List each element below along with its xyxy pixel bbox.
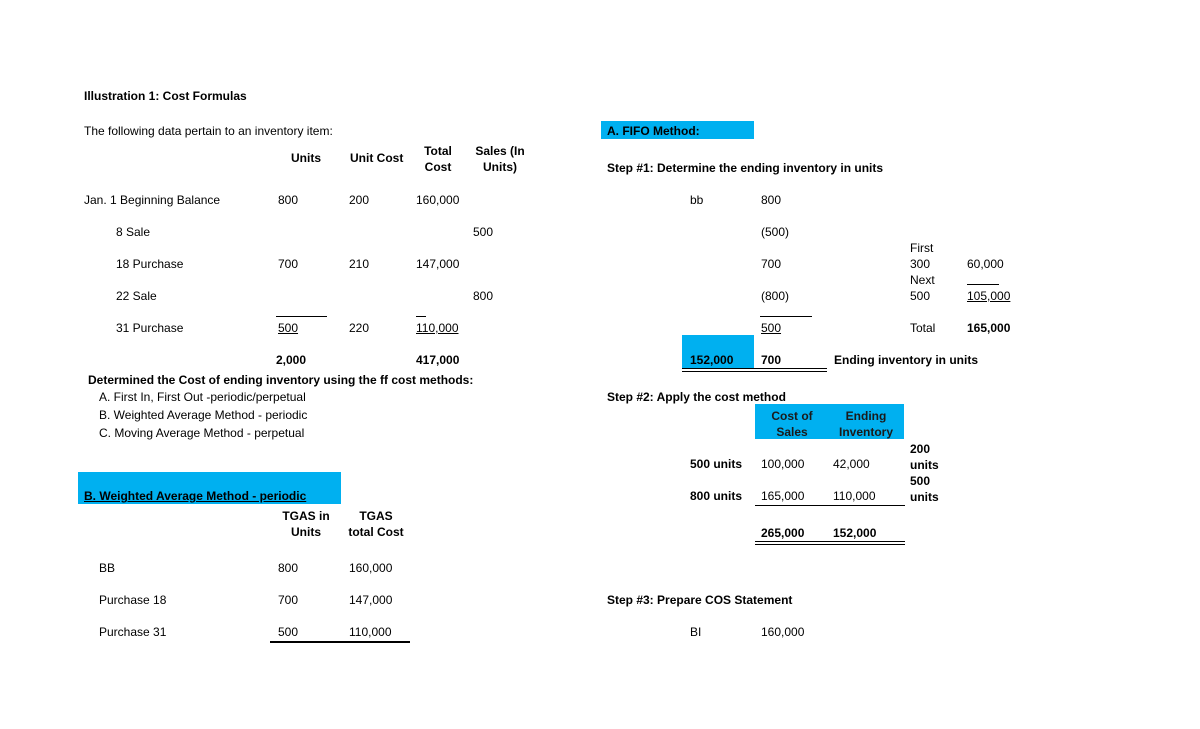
header-unit-cost: Unit Cost	[350, 151, 404, 165]
wa-title: B. Weighted Average Method - periodic	[84, 489, 307, 503]
cost-row-label: 500 units	[690, 457, 743, 471]
row-label: Jan. 1 Beginning Balance	[84, 193, 221, 207]
cost-row-label: 800 units	[690, 489, 743, 503]
method-item: C. Moving Average Method - perpetual	[99, 426, 305, 440]
row-units: 700	[278, 257, 299, 271]
wa-row-units: 800	[278, 561, 299, 575]
row-unit-cost: 220	[349, 321, 370, 335]
row-units: 500	[278, 321, 299, 335]
double-underline	[755, 541, 905, 545]
row-total: 147,000	[416, 257, 460, 271]
flow-value: (500)	[761, 225, 790, 239]
row-total: 160,000	[416, 193, 460, 207]
flow-value: 800	[761, 193, 782, 207]
header-ending-inventory: Ending Inventory	[838, 409, 893, 439]
intro-text: The following data pertain to an inventory item:	[84, 124, 333, 138]
wa-row-units: 500	[278, 625, 299, 639]
step3-heading: Step #3: Prepare COS Statement	[607, 593, 793, 607]
next-units: 500	[910, 289, 931, 303]
step1-heading: Step #1: Determine the ending inventory in units	[607, 161, 884, 175]
first-units: 300	[910, 257, 931, 271]
wa-row-cost: 110,000	[349, 625, 392, 639]
cost-row-note: 500 units	[910, 474, 939, 504]
total-cos: 265,000	[761, 526, 805, 540]
row-label: 18 Purchase	[116, 257, 184, 271]
next-label: Next	[910, 273, 935, 287]
double-underline	[682, 368, 827, 372]
first-label: First	[910, 241, 934, 255]
underline	[276, 316, 327, 317]
flow-value: (800)	[761, 289, 790, 303]
cost-row-cos: 165,000	[761, 489, 805, 503]
row-sales: 500	[473, 225, 494, 239]
underline	[760, 316, 812, 317]
wa-header-cost: TGAS total Cost	[348, 509, 404, 539]
wa-underline	[270, 641, 410, 643]
cost-row-ei: 42,000	[833, 457, 870, 471]
flow-value: 500	[761, 321, 782, 335]
bi-value: 160,000	[761, 625, 805, 639]
row-label: 31 Purchase	[116, 321, 184, 335]
header-cost-of-sales: Cost of Sales	[771, 409, 813, 439]
method-item: A. First In, First Out -periodic/perpetual	[99, 390, 306, 404]
row-label: 22 Sale	[116, 289, 157, 303]
header-sales: Sales (In Units)	[475, 144, 525, 174]
cost-row-note: 200 units	[910, 442, 939, 472]
cost-row-cos: 100,000	[761, 457, 805, 471]
ending-units: 700	[761, 353, 782, 367]
row-total: 110,000	[416, 321, 459, 335]
methods-heading: Determined the Cost of ending inventory using the ff cost methods:	[88, 373, 474, 387]
step2-heading: Step #2: Apply the cost method	[607, 390, 786, 404]
flow-value: 700	[761, 257, 782, 271]
wa-row-label: Purchase 31	[99, 625, 167, 639]
ending-label: Ending inventory in units	[834, 353, 978, 367]
next-cost: 105,000	[967, 289, 1011, 303]
total-value: 165,000	[967, 321, 1011, 335]
wa-row-label: Purchase 18	[99, 593, 167, 607]
underline	[755, 505, 905, 506]
header-units: Units	[291, 151, 321, 165]
bi-label: BI	[690, 625, 702, 639]
fifo-title: A. FIFO Method:	[607, 124, 700, 138]
row-unit-cost: 210	[349, 257, 370, 271]
row-sales: 800	[473, 289, 494, 303]
bb-label: bb	[690, 193, 704, 207]
page-title: Illustration 1: Cost Formulas	[84, 89, 247, 103]
total-ei: 152,000	[833, 526, 877, 540]
total-units: 2,000	[276, 353, 307, 367]
wa-row-cost: 160,000	[349, 561, 393, 575]
cost-row-ei: 110,000	[833, 489, 876, 503]
underline	[967, 284, 999, 285]
ending-cost: 152,000	[690, 353, 734, 367]
underline	[416, 316, 426, 317]
wa-row-label: BB	[99, 561, 116, 575]
row-label: 8 Sale	[116, 225, 151, 239]
row-units: 800	[278, 193, 299, 207]
header-total-cost: Total Cost	[424, 144, 452, 174]
first-cost: 60,000	[967, 257, 1004, 271]
wa-row-units: 700	[278, 593, 299, 607]
total-label: Total	[910, 321, 936, 335]
wa-row-cost: 147,000	[349, 593, 393, 607]
method-item: B. Weighted Average Method - periodic	[99, 408, 308, 422]
total-cost: 417,000	[416, 353, 460, 367]
wa-header-units: TGAS in Units	[282, 509, 330, 539]
row-unit-cost: 200	[349, 193, 370, 207]
